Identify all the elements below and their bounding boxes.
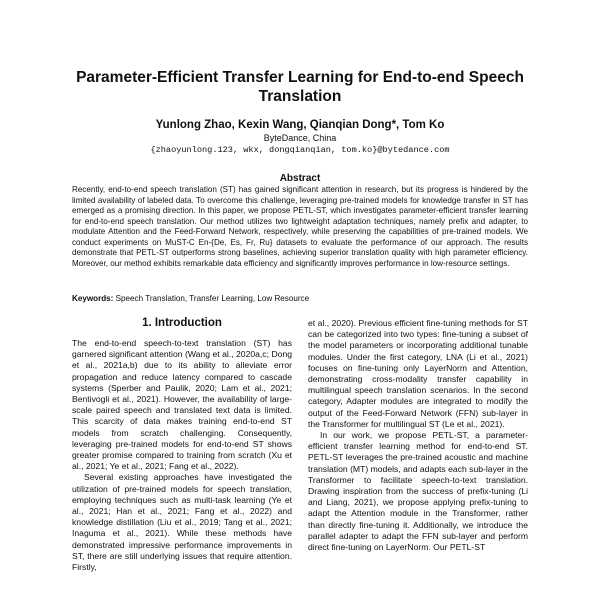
intro-paragraph-2: Several existing approaches have investigated the utilization of pre-trained models for speech translation, employing techniques such as multi-task learning (Ye et al., 2021; Han et al., 2021; Fang et al., 2022) and knowledge distillation (Liu et al., 2019; Tang et al., 2021; Inaguma et al., 2021). While these methods have demonstrated impressive performance improvements in ST, there are still underlying issues that require attention. Firstly, (72, 472, 292, 573)
abstract-heading: Abstract (279, 173, 321, 184)
intro-paragraph-4: In our work, we propose PETL-ST, a parameter-efficient transfer learning method for end-to-end ST. PETL-ST leverages the pre-trained acoustic and machine translation (MT) models, and adapts each sub-layer in the Transformer to facilitate speech-to-text translation. Drawing inspiration from the success of prefix-tuning (Li and Liang, 2021), we propose applying prefix-tuning to adapt the Attention module in the Transformer, rather than directly fine-tuning it. Additionally, we introduce the parallel adapter to adapt the FFN sub-layer and perform direct fine-tuning on LayerNorm. Our PETL-ST (308, 430, 528, 553)
author-list: Yunlong Zhao, Kexin Wang, Qianqian Dong*, Tom Ko (155, 119, 445, 131)
paper-title: Parameter-Efficient Transfer Learning for End-to-end Speech Translation (76, 69, 524, 105)
abstract-text: Recently, end-to-end speech translation (ST) has gained significant attention in research, but its progress is hindered by the limited availability of labeled data. To overcome this challenge, leveraging pre-trained models for knowledge transfer in ST has emerged as a promising direction. In this paper, we propose PETL-ST, which investigates parameter-efficient transfer learning for end-to-end speech translation. Our method utilizes two lightweight adaptation techniques, namely prefix and adapter, to modulate Attention and the Feed-Forward Network, respectively, while preserving the capabilities of pre-trained models. We conduct experiments on MuST-C En-{De, Es, Fr, Ru} datasets to evaluate the performance of our approach. The results demonstrate that PETL-ST outperforms strong baselines, achieving superior translation quality with high parameter efficiency. Moreover, our method exhibits remarkable data efficiency and significantly improves performance in low-resource settings. (72, 185, 528, 268)
right-column (308, 318, 528, 600)
keywords-label: Keywords: (72, 294, 114, 303)
left-column (72, 338, 292, 600)
keywords-text: Speech Translation, Transfer Learning, Low Resource (115, 294, 310, 303)
affiliation: ByteDance, China (263, 133, 337, 143)
intro-paragraph-3: et al., 2020). Previous efficient fine-tuning methods for ST can be categorized into two types: fine-tuning a subset of the model parameters or incorporating additional tunable modules. Under the first category, LNA (Li et al., 2021) focuses on fine-tuning only LayerNorm and Attention, demonstrating cross-modality transfer capability in multilingual speech translation scenarios. In the second category, Adapter modules are integrated to modify the output of the Feed-Forward Network (FFN) sub-layer in the Transformer for multilingual ST (Le et al., 2021). (308, 318, 528, 429)
author-emails: {zhaoyunlong.123, wkx, dongqianqian, tom.ko}@bytedance.com (150, 145, 450, 155)
keywords (72, 294, 528, 305)
intro-paragraph-1: The end-to-end speech-to-text translation (ST) has garnered significant attention (Wang et al., 2020a,c; Dong et al., 2021a,b) due to its ability to alleviate error propagation and reduce latency compared to cascade systems (Sperber and Paulik, 2020; Lam et al., 2021; Bentivogli et al., 2021). However, the availability of large-scale paired speech and translated text data is limited. This scarcity of data makes training end-to-end ST models from scratch challenging. Consequently, leveraging pre-trained models for end-to-end ST shows greater promise compared to training from scratch (Xu et al., 2021; Ye et al., 2021; Fang et al., 2022). (72, 338, 292, 472)
section-heading-introduction: 1. Introduction (142, 317, 222, 329)
